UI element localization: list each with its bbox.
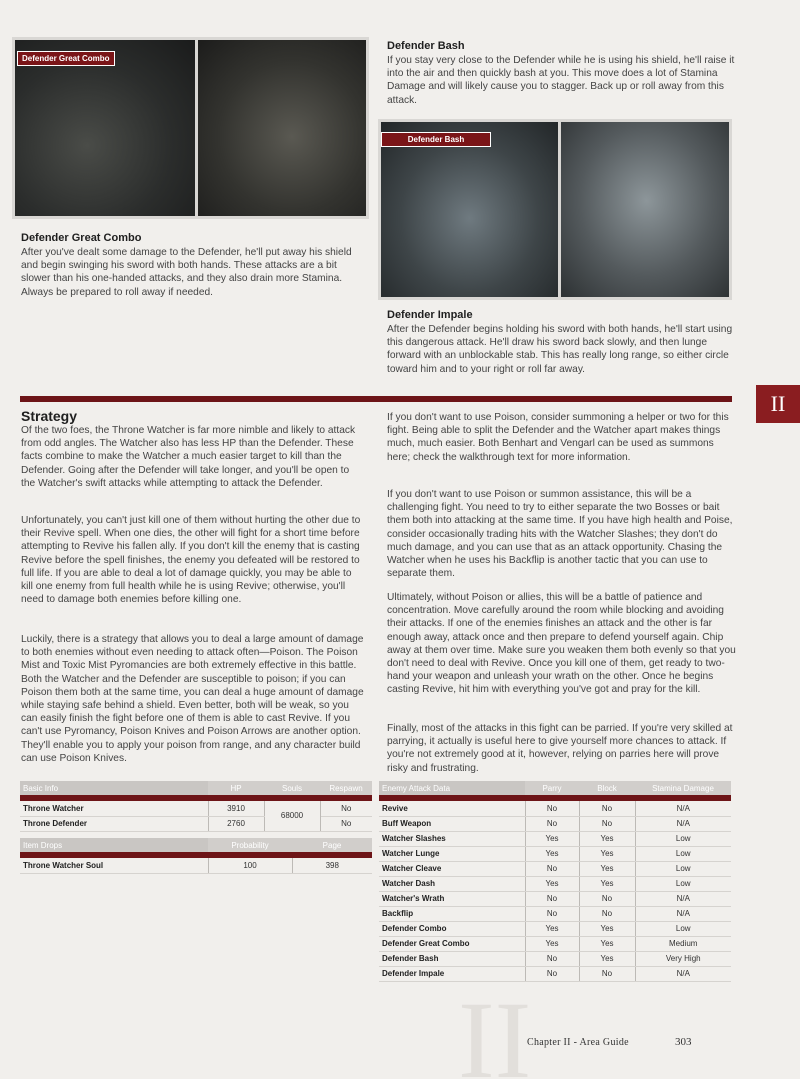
attack-stamina: N/A xyxy=(635,891,731,906)
attack-block: No xyxy=(579,891,635,906)
table-header: Parry xyxy=(525,781,579,795)
attack-parry: Yes xyxy=(525,846,579,861)
item-name: Throne Watcher Soul xyxy=(20,858,208,873)
attack-block: Yes xyxy=(579,831,635,846)
attack-stamina: Medium xyxy=(635,936,731,951)
attack-parry: No xyxy=(525,816,579,831)
enemy-respawn: No xyxy=(320,816,372,831)
table-row xyxy=(379,831,731,846)
attack-name: Buff Weapon xyxy=(379,816,525,831)
great-combo-title: Defender Great Combo xyxy=(21,232,142,244)
bash-tag: Defender Bash xyxy=(381,132,491,147)
impale-title: Defender Impale xyxy=(387,309,473,321)
attack-name: Defender Combo xyxy=(379,921,525,936)
strategy-paragraph: Of the two foes, the Throne Watcher is far more nimble and likely to attack from odd angles. The Watcher also has less HP than the Defender. These facts combine to make the Watcher a much easier target to kill than the Defender. Going after the Defender will take longer, and you'll be open to the Watcher's swift attacks while attempting to attack the Defender. xyxy=(21,425,356,489)
attack-stamina: N/A xyxy=(635,966,731,981)
attack-stamina: Low xyxy=(635,921,731,936)
table-row xyxy=(20,801,372,816)
item-drops-table xyxy=(20,838,372,874)
table-header: Enemy Attack Data xyxy=(379,781,525,795)
table-header-row xyxy=(379,781,731,795)
strategy-paragraph: Unfortunately, you can't just kill one of them without hurting the other due to their Revive spell. When one dies, the other will fight for a short time before attempting to Revive his fallen ally. If you don't kill the enemy that is casting Revive before the spell finishes, the enemy you defeated will be restored to full life. If you are able to deal a lot of damage quickly, you may be able to kill one enemy from full health while he is using Revive; otherwise, you'll need to damage both enemies before killing one. xyxy=(21,515,361,606)
screenshot-right-frame xyxy=(561,122,732,297)
attack-parry: Yes xyxy=(525,876,579,891)
attack-parry: No xyxy=(525,951,579,966)
enemy-name: Throne Defender xyxy=(20,816,208,831)
strategy-title: Strategy xyxy=(21,408,78,424)
bash-text: If you stay very close to the Defender while he is using his shield, he'll raise it into the air and then quickly bash at you. This move does a lot of Stamina Damage and will likely cause you to stagger. Back up or roll away from this attack. xyxy=(387,55,735,106)
attack-block: Yes xyxy=(579,846,635,861)
attack-stamina: N/A xyxy=(635,906,731,921)
screenshot-left-frame xyxy=(15,40,195,216)
bash-title: Defender Bash xyxy=(387,40,465,52)
table-header: Item Drops xyxy=(20,838,208,852)
attack-stamina: Very High xyxy=(635,951,731,966)
enemy-attack-table xyxy=(379,781,731,982)
page-number: 303 xyxy=(675,1036,692,1048)
table-header: Page xyxy=(292,838,372,852)
table-header: Respawn xyxy=(320,781,372,795)
table-row xyxy=(379,966,731,981)
attack-name: Defender Bash xyxy=(379,951,525,966)
table-row xyxy=(379,816,731,831)
attack-parry: No xyxy=(525,906,579,921)
attack-name: Watcher's Wrath xyxy=(379,891,525,906)
table-row xyxy=(379,921,731,936)
item-probability: 100 xyxy=(208,858,292,873)
table-row xyxy=(379,906,731,921)
enemy-name: Throne Watcher xyxy=(20,801,208,816)
chapter-footer: Chapter II - Area Guide xyxy=(527,1037,629,1048)
strategy-paragraph: Luckily, there is a strategy that allows you to deal a large amount of damage to both enemies without even needing to attack often—Poison. The Poison Mist and Toxic Mist Pyromancies are both extremely effective in this battle. Both the Watcher and the Defender are susceptible to poison; if you can Poison them both at the same time, you can deal a huge amount of damage while staying safe behind a shield. Even better, both will be weak, so you can easily finish the fight before one of them is able to cast Revive. If you can't use Pyromancy, Poison Knives and Poison Arrows are another option. They'll enable you to apply your poison from range, and any character build can use Poison Knives. xyxy=(21,634,364,764)
attack-name: Watcher Lunge xyxy=(379,846,525,861)
table-row xyxy=(379,891,731,906)
attack-block: Yes xyxy=(579,936,635,951)
enemy-hp: 2760 xyxy=(208,816,264,831)
attack-name: Backflip xyxy=(379,906,525,921)
table-row xyxy=(20,816,372,831)
table-header: Basic Info xyxy=(20,781,208,795)
table-header: Probability xyxy=(208,838,292,852)
table-row xyxy=(20,858,372,873)
attack-parry: No xyxy=(525,861,579,876)
item-page: 398 xyxy=(292,858,372,873)
attack-stamina: Low xyxy=(635,831,731,846)
attack-parry: Yes xyxy=(525,936,579,951)
attack-block: No xyxy=(579,906,635,921)
table-row xyxy=(379,846,731,861)
enemy-respawn: No xyxy=(320,801,372,816)
attack-name: Defender Impale xyxy=(379,966,525,981)
chapter-watermark: II xyxy=(458,979,532,1079)
table-header: Stamina Damage xyxy=(635,781,731,795)
attack-stamina: Low xyxy=(635,846,731,861)
strategy-paragraph: Ultimately, without Poison or allies, this will be a battle of patience and concentration. Move carefully around the room while blocking and avoiding their attacks. If one of the enemies finishes an attack and the other is far enough away, attack once and then prepare to defend yourself again. Chip away at them over time. Make sure you weaken them both evenly so that you don't need to deal with Revive. Once you kill one of them, get ready to two-hand your weapon and unleash your wrath on the other. Once he begins casting Revive, hit him with everything you've got and pray for the kill. xyxy=(387,592,736,696)
attack-parry: No xyxy=(525,891,579,906)
table-row xyxy=(379,801,731,816)
attack-stamina: N/A xyxy=(635,801,731,816)
strategy-paragraph: Finally, most of the attacks in this fight can be parried. If you're very skilled at parrying, it actually is useful here to give yourself more chances to attack. If you're not extremely good at it, however, relying on parries here will prove risky and frustrating. xyxy=(387,723,733,774)
strategy-paragraph: If you don't want to use Poison, consider summoning a helper or two for this fight. Being able to split the Defender and the Watcher apart makes things much, much easier. Both Benhart and Vengarl can be used as summons here; check the walkthrough text for more information. xyxy=(387,412,729,463)
attack-block: Yes xyxy=(579,951,635,966)
chapter-tab: II xyxy=(756,385,800,423)
screenshot-left-frame xyxy=(381,122,558,297)
attack-block: Yes xyxy=(579,876,635,891)
attack-parry: No xyxy=(525,801,579,816)
table-header-row xyxy=(20,781,372,795)
strategy-paragraph: If you don't want to use Poison or summon assistance, this will be a challenging fight. You need to try to either separate the two Bosses or bait them both into attacking at the same time. If you have high health and Poise, consider occasionally trading hits with the Watcher Slashes; they don't do much damage, and you can use that as an attack opportunity. Chasing the Watcher when he uses his Backflip is another tactic that you can use to separate them. xyxy=(387,489,733,580)
great-combo-text: After you've dealt some damage to the Defender, he'll put away his shield and begin swinging his sword with both hands. These attacks are a bit slower than his one-handed attacks, and they also drain more Stamina. Always be prepared to roll away if needed. xyxy=(21,247,352,298)
attack-name: Defender Great Combo xyxy=(379,936,525,951)
table-header: Block xyxy=(579,781,635,795)
attack-block: No xyxy=(579,966,635,981)
attack-parry: Yes xyxy=(525,921,579,936)
attack-name: Revive xyxy=(379,801,525,816)
attack-name: Watcher Cleave xyxy=(379,861,525,876)
attack-block: Yes xyxy=(579,861,635,876)
enemy-hp: 3910 xyxy=(208,801,264,816)
great-combo-screenshot xyxy=(12,37,369,219)
attack-block: No xyxy=(579,816,635,831)
table-row xyxy=(379,876,731,891)
attack-parry: No xyxy=(525,966,579,981)
table-row xyxy=(379,936,731,951)
attack-parry: Yes xyxy=(525,831,579,846)
attack-stamina: Low xyxy=(635,876,731,891)
attack-stamina: Low xyxy=(635,861,731,876)
attack-block: Yes xyxy=(579,921,635,936)
bash-screenshot xyxy=(378,119,732,300)
enemy-souls: 68000 xyxy=(264,801,320,831)
attack-name: Watcher Slashes xyxy=(379,831,525,846)
screenshot-right-frame xyxy=(198,40,369,216)
impale-text: After the Defender begins holding his sword with both hands, he'll start using this dangerous attack. He'll draw his sword back slowly, and then lunge forward with an unblockable stab. This has really long range, so either circle toward him and to your right or roll far away. xyxy=(387,324,733,375)
great-combo-tag: Defender Great Combo xyxy=(17,51,115,66)
attack-name: Watcher Dash xyxy=(379,876,525,891)
table-header: Souls xyxy=(264,781,320,795)
section-divider xyxy=(20,396,732,402)
table-row xyxy=(379,951,731,966)
table-header: HP xyxy=(208,781,264,795)
table-header-row xyxy=(20,838,372,852)
attack-block: No xyxy=(579,801,635,816)
table-row xyxy=(379,861,731,876)
basic-info-table xyxy=(20,781,372,832)
attack-stamina: N/A xyxy=(635,816,731,831)
